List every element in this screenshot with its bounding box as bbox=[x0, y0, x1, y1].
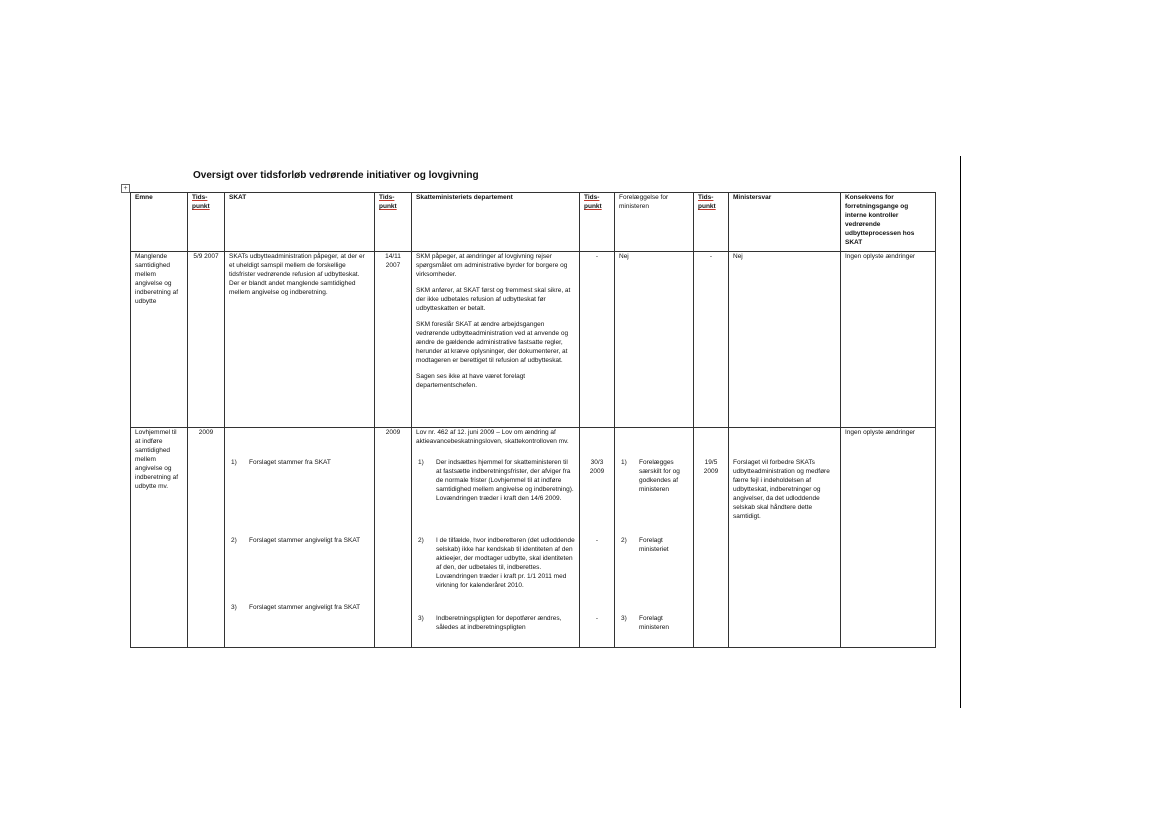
header-konsekvens: Konsekvens for forretningsgange og interne kontroller vedrørende udbytteprocessen hos SKAT bbox=[841, 193, 936, 252]
header-emne: Emne bbox=[131, 193, 188, 252]
row2-dept-item: 1) Der indsættes hjemmel for skatteministeren til at fastsætte indberetningsfrister, der afviger fra de normale frister (Lovhjemmel til at indføre samtidighed mellem angivelse og indberetning). Lovændringen træder i kraft den 14/6 2009. bbox=[418, 459, 574, 502]
table-move-handle-icon[interactable]: + bbox=[121, 184, 130, 193]
page-edge-line bbox=[960, 156, 961, 708]
row2-skat-item: 1) Forslaget stammer fra SKAT bbox=[231, 459, 331, 466]
row2-emne: Lovhjemmel til at indføre samtidighed mellem angivelse og indberetning af udbytte mv. bbox=[131, 428, 188, 648]
row1-dept-paragraph: Sagen ses ikke at have været forelagt departementschefen. bbox=[416, 372, 526, 389]
row2-tidspunkt-4 bbox=[694, 428, 729, 648]
header-departement: Skatteministeriets departement bbox=[412, 193, 580, 252]
row1-tidspunkt-3: - bbox=[580, 252, 615, 428]
row1-dept-paragraph: SKM foreslår SKAT at ændre arbejdsgangen vedrørende udbytteadministration ved at anvende og ændre de gældende administrative fastsatte regler, herunder at kræve oplysninger, der dokumenterer, at modtageren er berettiget til refusion af udbytteskat. bbox=[416, 320, 569, 364]
row2-skat-item: 2) Forslaget stammer angiveligt fra SKAT bbox=[231, 537, 361, 544]
row2-tidspunkt-3 bbox=[580, 428, 615, 648]
row1-emne: Manglende samtidighed mellem angivelse og indberetning af udbytte bbox=[131, 252, 188, 428]
row2-forelaeggelse bbox=[615, 428, 694, 648]
row2-konsekvens: Ingen oplyste ændringer bbox=[841, 428, 936, 648]
row2-forel-item: 2) Forelagt ministeriet bbox=[621, 537, 669, 553]
timeline-table bbox=[130, 192, 936, 648]
row2-tid3-item: - bbox=[595, 537, 599, 544]
row2-forel-item: 1) Forelægges særskilt for og godkendes af ministeren bbox=[621, 459, 680, 493]
row2-tid4-item: 19/5 2009 bbox=[703, 459, 719, 475]
row2-skat-item: 3) Forslaget stammer angiveligt fra SKAT bbox=[231, 604, 361, 611]
row2-tidspunkt-2: 2009 bbox=[375, 428, 412, 648]
row2-dept-intro: Lov nr. 462 af 12. juni 2009 – Lov om ændring af aktieavancebeskatningsloven, skattekontrolloven mv. bbox=[416, 429, 569, 445]
row2-tidspunkt-1: 2009 bbox=[188, 428, 225, 648]
row2-ministersvar bbox=[729, 428, 841, 648]
row2-tid3-item: 30/3 2009 bbox=[589, 459, 605, 475]
row2-skat bbox=[225, 428, 375, 648]
row2-departement bbox=[412, 428, 580, 648]
header-tidspunkt-1: Tids-punkt bbox=[188, 193, 225, 252]
header-ministersvar: Ministersvar bbox=[729, 193, 841, 252]
table-row bbox=[131, 428, 936, 648]
row1-ministersvar: Nej bbox=[729, 252, 841, 428]
row2-dept-item: 2) I de tilfælde, hvor indberetteren (det udloddende selskab) ikke har kendskab til identiteten af den aktieejer, der modtager udbytte, skal identiteten af den, der udbetales til, indberettes. Lovændringen træder i kraft pr. 1/1 2011 med virkning for kalenderåret 2010. bbox=[418, 537, 575, 589]
header-tidspunkt-3: Tids-punkt bbox=[580, 193, 615, 252]
row2-tid3-item: - bbox=[595, 615, 599, 622]
header-tidspunkt-4: Tids-punkt bbox=[694, 193, 729, 252]
row1-forelaeggelse: Nej bbox=[615, 252, 694, 428]
page-title: Oversigt over tidsforløb vedrørende initiativer og lovgivning bbox=[193, 170, 479, 181]
row1-dept-paragraph: SKM anfører, at SKAT først og fremmest skal sikre, at der ikke udbetales refusion af udbytteskat før udbytteskatten er betalt. bbox=[416, 286, 571, 312]
header-skat: SKAT bbox=[225, 193, 375, 252]
row2-ministersvar-text: Forslaget vil forbedre SKATs udbytteadministration og medføre færre fejl i indeholdelsen af udbytteskat, indberetninger og angivelser, da det udloddende selskab skal håndtere dette samtidigt. bbox=[733, 459, 830, 520]
row1-dept-paragraph: SKM påpeger, at ændringer af lovgivning rejser spørgsmålet om administrative byrder for borgere og virksomheder. bbox=[416, 253, 568, 278]
row1-tidspunkt-1: 5/9 2007 bbox=[188, 252, 225, 428]
row1-skat: SKATs udbytteadministration påpeger, at der er et uheldigt samspil mellem de forskellige tidsfrister vedrørende refusion af udbytteskat. Der er blandt andet manglende samtidighed mellem angivelse og indberetning. bbox=[225, 252, 375, 428]
row2-forel-item: 3) Forelagt ministeren bbox=[621, 615, 669, 631]
header-forelaeggelse: Forelæggelse for ministeren bbox=[615, 193, 694, 252]
row1-departement bbox=[412, 252, 580, 428]
header-tidspunkt-2: Tids-punkt bbox=[375, 193, 412, 252]
row1-tidspunkt-4: - bbox=[694, 252, 729, 428]
row1-konsekvens: Ingen oplyste ændringer bbox=[841, 252, 936, 428]
row1-tidspunkt-2: 14/11 2007 bbox=[375, 252, 412, 428]
row2-dept-item: 3) Indberetningspligten for depotfører ændres, således at indberetningspligten bbox=[418, 615, 562, 631]
table-header-row bbox=[131, 193, 936, 252]
table-row bbox=[131, 252, 936, 428]
